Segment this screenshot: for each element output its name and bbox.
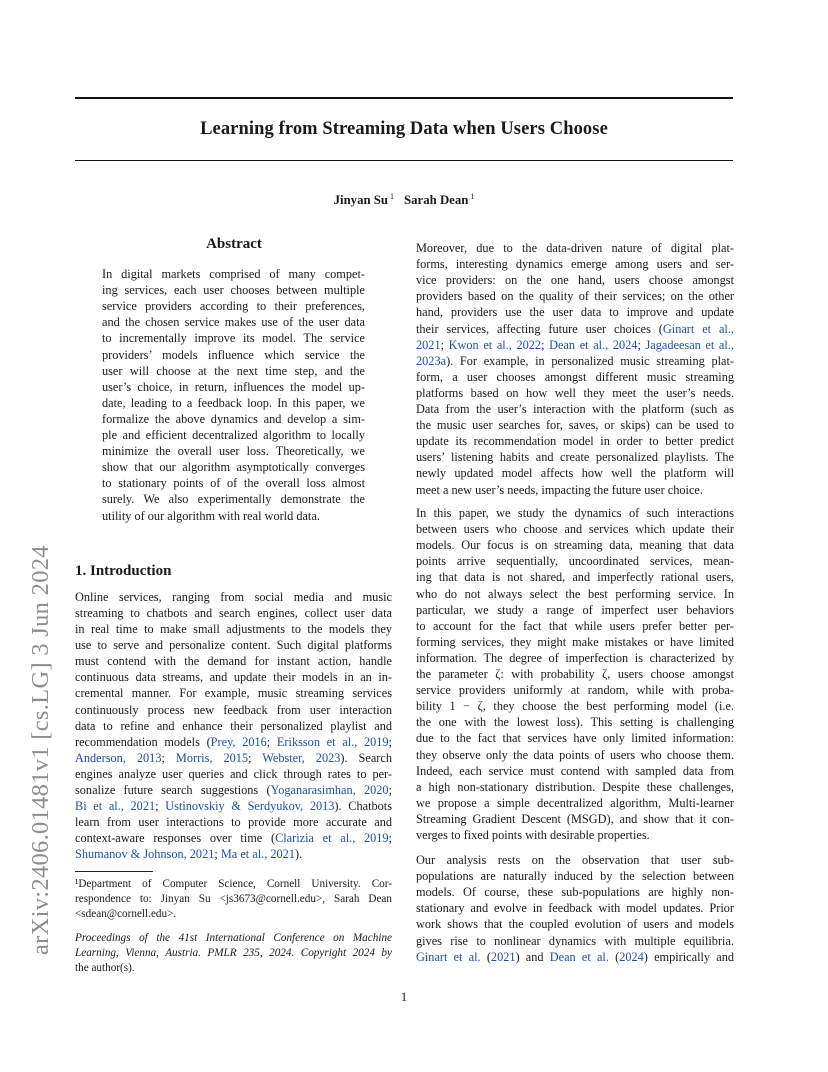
text-line xyxy=(75,669,392,685)
text-span: providers based on the quality of their services; on the other xyxy=(416,289,734,304)
text-line xyxy=(102,427,365,443)
text-span: due to the fact that services have only limited information: xyxy=(416,731,734,746)
citation-link[interactable]: 2021 xyxy=(490,949,516,964)
text-span: Indeed, each service must contend with sampled data from xyxy=(416,763,734,778)
text-line xyxy=(75,960,392,976)
text-line xyxy=(102,508,365,524)
text-line xyxy=(102,314,365,330)
text-span: to incrementally improve its model. The service xyxy=(102,331,365,346)
text-line xyxy=(75,876,392,892)
page-number: 1 xyxy=(400,990,408,1004)
text-span: ). Chatbots xyxy=(334,799,392,814)
text-span: forming services, they might make mistakes or have limited xyxy=(416,634,734,649)
text-line xyxy=(416,795,734,811)
text-span: the author(s). xyxy=(75,962,135,974)
text-line xyxy=(75,906,392,922)
text-span: recommendation models ( xyxy=(75,734,211,749)
text-span: stationary and evolve in feedback with model updates. Prior xyxy=(416,901,734,916)
text-line xyxy=(102,347,365,363)
text-line xyxy=(416,779,734,795)
section-heading-introduction: 1. Introduction xyxy=(75,563,172,579)
text-line xyxy=(416,933,734,949)
text-line xyxy=(416,666,734,682)
citation-link[interactable]: Shumanov & Johnson, 2021 xyxy=(75,847,215,862)
text-line xyxy=(75,798,392,814)
text-line xyxy=(75,930,392,946)
text-span: learn from user interactions to provide more accurate and xyxy=(75,815,392,830)
text-line xyxy=(102,491,365,507)
text-line xyxy=(75,685,392,701)
text-span: users’ listening habits and create personalized playlists. The xyxy=(416,450,734,465)
text-line xyxy=(75,814,392,830)
text-span: sonalize future search suggestions ( xyxy=(75,782,271,797)
text-line xyxy=(416,811,734,827)
text-line xyxy=(75,830,392,846)
text-line xyxy=(102,330,365,346)
text-line xyxy=(416,337,734,353)
citation-link[interactable]: Ginart et al. xyxy=(416,949,481,964)
author-affiliation-mark: 1 xyxy=(390,192,395,201)
text-line xyxy=(75,589,392,605)
text-line xyxy=(416,698,734,714)
text-span: ) and xyxy=(515,949,550,964)
text-line xyxy=(102,363,365,379)
text-span: Online services, ranging from social media and music xyxy=(75,590,392,604)
text-span: must contend with the demand for instant action, handle xyxy=(75,654,392,669)
text-span: in real time to make small adjustments to the models they xyxy=(75,622,392,637)
author-name: Sarah Dean xyxy=(404,193,469,207)
text-line xyxy=(416,900,734,916)
text-span: utility of our algorithm with real world data. xyxy=(102,508,320,523)
text-line xyxy=(416,916,734,932)
citation-link[interactable]: Yoganarasimhan, 2020 xyxy=(270,782,389,797)
text-line xyxy=(416,682,734,698)
text-line xyxy=(75,945,392,961)
text-line xyxy=(416,714,734,730)
text-span: we propose a simple decentralized algorithm, Multi-learner xyxy=(416,795,734,810)
text-line xyxy=(416,618,734,634)
text-span: ; xyxy=(637,337,646,352)
text-span: vice providers: on the one hand, users choose amongst xyxy=(416,273,734,288)
text-span: to account for the fact that while users prefer better per- xyxy=(416,618,734,633)
text-line xyxy=(416,521,734,537)
text-line xyxy=(416,730,734,746)
citation-link[interactable]: 2021 xyxy=(416,337,441,352)
text-span: Our analysis rests on the observation that user sub- xyxy=(416,853,734,867)
citation-link[interactable]: Ustinovskiy & Serdyukov, 2013 xyxy=(165,799,335,814)
paper-title: Learning from Streaming Data when Users Choose xyxy=(200,119,608,139)
text-line xyxy=(416,240,734,256)
text-span: gives rise to nonlinear dynamics with multiple equilibria. xyxy=(416,933,734,948)
text-line xyxy=(75,846,392,862)
text-span: the parameter ζ: with probability ζ, users choose amongst xyxy=(416,667,734,681)
text-span: ; xyxy=(388,782,392,797)
text-line xyxy=(416,868,734,884)
text-line xyxy=(416,602,734,618)
text-span: <sdean@cornell.edu>. xyxy=(75,908,177,920)
text-span: ; xyxy=(214,847,221,862)
text-line xyxy=(416,569,734,585)
text-span: ; xyxy=(248,750,263,765)
text-line xyxy=(102,395,365,411)
text-span: work shows that the coupled evolution of users and models xyxy=(416,917,734,932)
text-span: information. The degree of imperfection is characterized by xyxy=(416,650,734,665)
text-span: verges to fixed points with desirable properties. xyxy=(416,828,650,842)
text-line xyxy=(416,385,734,401)
text-line xyxy=(416,763,734,779)
text-line xyxy=(416,369,734,385)
text-span: ing that data is not shared, and imperfectly rational users, xyxy=(416,570,734,585)
text-span: newly updated model affects how well the platform will xyxy=(416,466,734,481)
text-line xyxy=(416,433,734,449)
text-line xyxy=(416,321,734,337)
citation-link[interactable]: Clarizia et al., 2019 xyxy=(275,831,389,846)
text-span: update its recommendation model in order to better predict xyxy=(416,434,734,449)
text-line xyxy=(416,537,734,553)
citation-link[interactable]: Anderson, 2013 xyxy=(75,750,162,765)
text-line xyxy=(416,553,734,569)
text-line xyxy=(102,459,365,475)
text-span: streaming to chatbots and search engines, collect user data xyxy=(75,606,392,621)
text-span: context-aware responses over time ( xyxy=(75,831,276,846)
text-span: hand, providers use the user data to improve and update xyxy=(416,305,734,320)
citation-link[interactable]: Ma et al., 2021 xyxy=(220,847,295,862)
text-span: ; xyxy=(161,750,176,765)
text-line xyxy=(416,288,734,304)
author-name: Jinyan Su xyxy=(333,193,389,207)
abstract-heading: Abstract xyxy=(206,236,262,252)
text-span: ; xyxy=(266,734,277,749)
text-span: surely. We also experimentally demonstrate the xyxy=(102,492,365,507)
text-span: In digital markets comprised of many compet- xyxy=(102,267,365,281)
text-span: populations are naturally induced by the selection between xyxy=(416,869,734,884)
text-line xyxy=(102,475,365,491)
text-span: date, leading to a feedback loop. In this paper, we xyxy=(102,395,365,410)
text-span: user’s choice, in return, influences the model up- xyxy=(102,379,365,394)
title-top-rule xyxy=(75,97,733,99)
text-span: user will choose at the next time step, and the xyxy=(102,363,365,378)
text-span: ) empirically and xyxy=(643,949,735,964)
text-span: and the chosen service makes use of the user data xyxy=(102,315,365,330)
text-line xyxy=(416,852,734,868)
text-span: Data from the user’s interaction with the platform (such as xyxy=(416,402,734,416)
citation-link[interactable]: Bi et al., 2021 xyxy=(75,799,156,814)
author-list xyxy=(75,192,733,208)
text-line xyxy=(75,718,392,734)
text-span: form, a user chooses amongst different music streaming xyxy=(416,369,734,384)
text-span: Proceedings of the 41st International Conference on Machine xyxy=(75,932,392,944)
text-span: ). xyxy=(294,847,303,862)
text-span: ( xyxy=(608,949,620,964)
citation-link[interactable]: Kwon et al., 2022 xyxy=(448,337,542,352)
text-span: between users who choose and services which update their xyxy=(416,522,734,537)
text-span: cremental manner. For example, music streaming services xyxy=(75,686,392,701)
text-span: In this paper, we study the dynamics of such interactions xyxy=(416,506,734,520)
text-span: ing services, each user chooses between multiple xyxy=(102,283,365,298)
text-line xyxy=(75,702,392,718)
text-span: use to serve and personalize content. Such digital platforms xyxy=(75,638,392,653)
text-span: Moreover, due to the data-driven nature of digital plat- xyxy=(416,241,734,255)
citation-link[interactable]: Dean et al., 2024 xyxy=(549,337,638,352)
text-line xyxy=(416,747,734,763)
text-span: ). Search xyxy=(340,750,393,765)
text-span: ( xyxy=(480,949,491,964)
text-line xyxy=(416,650,734,666)
text-span: ; xyxy=(541,337,550,352)
text-span: service providers according to their preferences, xyxy=(102,299,365,314)
text-span: their services, affecting future user choices ( xyxy=(416,321,663,336)
text-span: show that our algorithm asymptotically converges xyxy=(102,460,365,475)
text-span: respondence to: Jinyan Su <js3673@cornell.edu>, Sarah Dean xyxy=(75,893,392,905)
citation-link[interactable]: Webster, 2023 xyxy=(262,750,341,765)
text-span: points arrive sequentially, uncoordinated services, mean- xyxy=(416,554,734,569)
text-span: platforms based on how well they meet the user’s needs. xyxy=(416,385,734,400)
text-span: data to refine and enhance their personalized playlist and xyxy=(75,718,392,733)
citation-link[interactable]: Ginart et al., xyxy=(662,321,734,336)
text-span: Learning, Vienna, Austria. PMLR 235, 2024. Copyright 2024 by xyxy=(75,947,392,959)
citation-link[interactable]: Eriksson et al., 2019 xyxy=(276,734,389,749)
text-line xyxy=(102,266,365,282)
text-span: a high non-stationary distribution. Despite these challenges, xyxy=(416,779,734,794)
text-span: providers’ models influence which service the xyxy=(102,347,365,362)
footnote-rule xyxy=(75,871,153,872)
text-span: they observe only the data points of users who choose them. xyxy=(416,747,734,762)
citation-link[interactable]: 2024 xyxy=(619,949,644,964)
text-span: ; xyxy=(388,831,392,846)
text-line xyxy=(75,637,392,653)
text-line xyxy=(102,282,365,298)
text-span: models. Our focus is on streaming data, meaning that data xyxy=(416,538,734,553)
text-line xyxy=(416,634,734,650)
text-span: the one with the lowest loss). This setting is challenging xyxy=(416,715,734,730)
author-affiliation-mark: 1 xyxy=(470,192,475,201)
text-line xyxy=(416,256,734,272)
text-span: service providers uniformly at random, while with proba- xyxy=(416,683,734,698)
text-span: formalize the above dynamics and develop a sim- xyxy=(102,411,365,426)
text-line xyxy=(416,465,734,481)
text-span: meet a new user’s needs, impacting the future user choice. xyxy=(416,482,703,497)
text-span: who do not always select the best performing service. In xyxy=(416,586,734,601)
text-line xyxy=(416,505,734,521)
citation-link[interactable]: Morris, 2015 xyxy=(175,750,249,765)
text-line xyxy=(416,827,734,843)
text-line xyxy=(75,766,392,782)
text-span: models. Of course, these sub-populations are highly non- xyxy=(416,885,734,900)
arxiv-identifier[interactable]: arXiv:2406.01481v1 [cs.LG] 3 Jun 2024 xyxy=(27,545,54,955)
text-line xyxy=(416,353,734,369)
text-line xyxy=(75,605,392,621)
text-line xyxy=(75,621,392,637)
text-line xyxy=(416,482,734,498)
text-line xyxy=(416,449,734,465)
citation-link[interactable]: 2023a xyxy=(416,353,447,368)
text-span: particular, we study a range of imperfect user behaviors xyxy=(416,602,734,617)
text-line xyxy=(416,417,734,433)
citation-link[interactable]: Dean et al. xyxy=(549,949,609,964)
text-line xyxy=(75,734,392,750)
title-bottom-rule xyxy=(75,160,733,161)
text-span: to stationary points of of the overall loss almost xyxy=(102,476,365,491)
text-line xyxy=(75,891,392,907)
text-line xyxy=(75,750,392,766)
text-span: continuously process new feedback from user interaction xyxy=(75,702,392,717)
text-span: minimize the overall user loss. Theoretically, we xyxy=(102,444,365,459)
text-span: continuous data streams, and update their models in an in- xyxy=(75,670,392,685)
text-span: engines analyze user queries and click through rates to per- xyxy=(75,766,392,781)
text-line xyxy=(102,379,365,395)
text-line xyxy=(416,884,734,900)
text-span: ; xyxy=(440,337,449,352)
text-span: ). For example, in personalized music streaming plat- xyxy=(446,353,734,368)
citation-link[interactable]: Jagadeesan et al., xyxy=(645,337,734,352)
text-span: the music user searches for, saves, or skips) can be used to xyxy=(416,418,734,433)
text-line xyxy=(416,272,734,288)
text-line xyxy=(75,782,392,798)
text-line xyxy=(102,411,365,427)
text-line xyxy=(416,949,734,965)
citation-link[interactable]: Prey, 2016 xyxy=(210,734,267,749)
text-line xyxy=(416,304,734,320)
text-span: ; xyxy=(388,734,392,749)
text-span: forms, interesting dynamics emerge among users and ser- xyxy=(416,257,734,272)
text-line xyxy=(416,401,734,417)
text-line xyxy=(75,653,392,669)
text-span: ple and efficient decentralized algorithm to locally xyxy=(102,428,365,442)
text-span: bility 1 − ζ, they choose the best performing model (i.e. xyxy=(416,699,734,714)
text-span: ; xyxy=(155,799,166,814)
text-line xyxy=(416,586,734,602)
text-span: ¹Department of Computer Science, Cornell University. Cor- xyxy=(75,878,392,890)
text-line xyxy=(102,443,365,459)
text-span: Streaming Gradient Descent (MSGD), and show that it con- xyxy=(416,811,734,826)
text-line xyxy=(102,298,365,314)
